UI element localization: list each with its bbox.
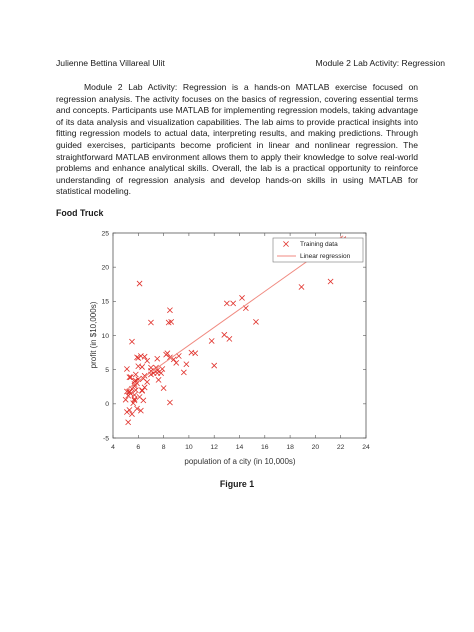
author-name: Julienne Bettina Villareal Ulit [56,58,165,68]
x-tick-label: 24 [362,444,370,451]
module-title: Module 2 Lab Activity: Regression [315,58,445,68]
x-tick-label: 18 [286,444,294,451]
x-tick-label: 4 [111,444,115,451]
x-tick-label: 6 [136,444,141,451]
legend-label-training: Training data [300,241,338,248]
x-tick-label: 20 [311,444,320,451]
x-tick-label: 8 [161,444,166,451]
y-tick-label: 15 [101,298,109,306]
y-tick-label: 20 [101,264,109,272]
x-tick-label: 12 [210,444,218,451]
x-tick-label: 22 [336,444,345,451]
legend [273,238,363,262]
x-tick-label: 10 [185,444,193,451]
x-axis-label: population of a city (in 10,000s) [184,457,296,466]
y-tick-label: 0 [105,401,109,409]
y-tick-label: 10 [101,332,109,340]
y-tick-label: 25 [101,230,109,238]
y-axis-label: profit (in $10,000s) [89,301,98,369]
intro-paragraph: Module 2 Lab Activity: Regression is a hands-on MATLAB exercise focused on regression analysis. The activity focuses on the basics of regression, covering essential terms and concepts. Participants use MATLAB for implementing regression models, taking advantage of its data analysis and visualization capabilities. The lab aims to provide practical insights into fitting regression models to actual data, interpreting results, and making predictions. Through guided exercises, participants become proficient in linear and nonlinear regression. The straightforward MATLAB environment allows them to apply their knowledge to solve real-world problems and enhance analytical skills. Overall, the lab is a practical opportunity to reinforce understanding of regression analysis and develop hands-on skills in using MATLAB for statistical modeling. [56,82,418,197]
y-tick-label: 5 [105,367,109,375]
x-tick-label: 14 [235,444,244,451]
section-title: Food Truck [56,208,104,218]
legend-label-regression: Linear regression [300,253,351,260]
y-tick-label: -5 [102,435,109,443]
figure-caption: Figure 1 [219,479,255,489]
x-tick-label: 16 [261,444,269,451]
plot-area [113,233,366,438]
